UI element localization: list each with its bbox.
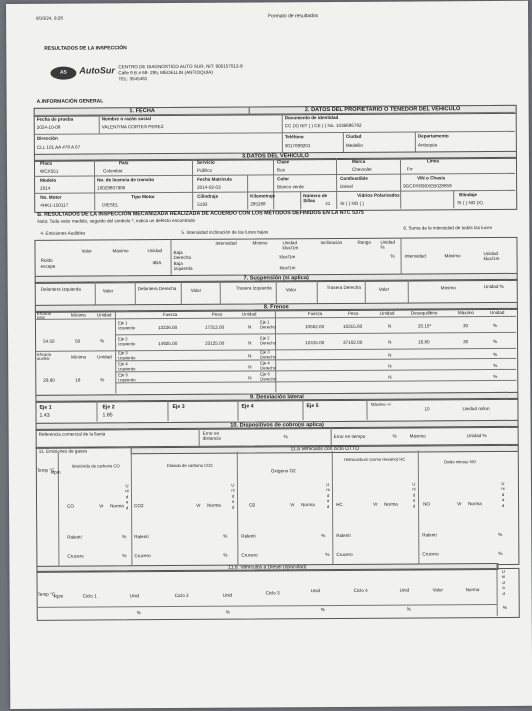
susp-rear-right-value-label: Valor — [378, 286, 390, 292]
low-beam-right-label: Baja Derecha — [173, 249, 191, 260]
co2-cruise-unit: % — [223, 552, 228, 558]
diesel-cycle2-unit: Unid — [222, 592, 233, 598]
susp-rear-left-value-label: Valor — [285, 287, 297, 293]
otto-rpm-label: Rpm — [50, 469, 61, 475]
no-unit-label: Unidad — [501, 480, 505, 508]
engine-type-value: DIESEL — [102, 202, 119, 208]
aux-efficacy-unit: % — [100, 377, 105, 383]
lights-min-label: Mínimo — [252, 240, 268, 246]
country-label: País — [118, 160, 129, 166]
diesel-cycle2-label: Ciclo 2 — [174, 592, 189, 598]
brake-left-weight-label: Peso — [211, 311, 223, 317]
distance-error-unit: % — [283, 434, 288, 440]
noise-unit-dba: dBA — [152, 260, 162, 266]
hc-short-label: HC — [336, 501, 343, 507]
axle2-imbalance-unit: % — [493, 339, 498, 345]
imbalance-label: Desequilibrio — [410, 310, 438, 316]
axle3-right-unit: N — [388, 352, 392, 358]
axle1-imbalance: 20.10* — [417, 323, 432, 329]
tinted-glass-value: SI ( ) NO ( ) — [340, 200, 364, 206]
document-label: Documento de identidad — [284, 114, 339, 121]
diesel-unit-pct: % — [502, 604, 507, 610]
o2-unit-label: Unidad — [326, 482, 330, 509]
lights-range-label: Rango — [357, 239, 372, 245]
hc-unit-label: Unidad — [412, 481, 416, 509]
city-value: Medellin — [345, 142, 363, 148]
registration-date-label: Fecha Matricula — [197, 176, 232, 182]
section-fecha-header: 1. FECHA — [34, 107, 251, 117]
low-beam-right-pct: % — [390, 253, 395, 259]
axle2-right-force: 12415.00 — [305, 340, 325, 346]
axle1-right-weight: 16315.00 — [342, 323, 363, 329]
susp-unit-label: Unidad % — [483, 283, 504, 290]
diesel-cycle1-unit: Unid — [129, 593, 140, 599]
diesel-cycle3-pct: % — [320, 607, 325, 613]
armor-value: SI ( ) NO (X) — [457, 200, 483, 206]
diesel-rpm-label: Rpm — [53, 593, 64, 599]
service-value: Público — [197, 167, 213, 173]
no-norma-label: Norma — [468, 501, 482, 507]
exhaust-noise-label: Ruido escape — [40, 257, 56, 269]
no-vr-label: Vr — [457, 501, 462, 507]
axle4-right-unit: N — [388, 363, 392, 369]
brake-right-force-label: Fuerza — [307, 311, 323, 317]
deviation-axle2-value: 1.85 — [102, 412, 113, 419]
axle2-left-weight: 23125.00 — [205, 340, 225, 346]
co-vr-label: Vr — [99, 503, 104, 509]
no-idle-unit: % — [498, 531, 503, 538]
axle2-right-label: Eje 2 Derecho — [260, 335, 276, 346]
general-info-heading: A.INFORMACIÓN GENERAL — [36, 98, 104, 105]
fuel-value: Diesel — [340, 183, 353, 189]
vehicle-section-header: 3.DATOS DEL VEHICULO — [34, 151, 517, 162]
brakes-header: 8. Frenos — [35, 302, 518, 313]
total-efficacy-label: Eficacia total — [36, 310, 51, 320]
department-label: Departamento — [417, 133, 449, 139]
inspection-note: Nota: Todo valor medido, seguido del símbolo *, indica un defecto encontrado — [37, 217, 196, 224]
axle2-imbalance: 16.80 — [418, 339, 430, 345]
owner-name-label: Nombre o razón social — [101, 116, 151, 122]
aux-efficacy-min: 18 — [75, 377, 81, 383]
diesel-norm-label: Norma — [465, 587, 480, 593]
co2-unit-label: Unidad — [231, 482, 235, 510]
axle3-left-label: Eje 3 Izquierdo — [118, 350, 136, 360]
total-unit-label: Unidad klux/1m — [483, 250, 500, 262]
total-efficacy-min: 50 — [75, 338, 81, 344]
print-date: 8/10/24, 9:28 — [36, 15, 63, 21]
diesel-cycle4-label: Ciclo 4 — [353, 587, 368, 593]
co-unit-label: Unidad — [125, 483, 129, 510]
armor-label: Blindaje — [459, 192, 478, 198]
time-error-unit: % — [392, 433, 397, 439]
co2-vr-label: Vr — [196, 502, 201, 508]
vin-label: VIN o Chasis — [417, 175, 446, 181]
deviation-axle3-label: Eje 3 — [172, 403, 185, 410]
diesel-cycle3-unit: Unid — [310, 588, 321, 594]
mileage-label: Kilometraje — [250, 193, 276, 199]
phone-value: 3017699201 — [284, 143, 311, 149]
hc-vr-label: Vr — [373, 501, 378, 507]
diesel-header: 11.b. Vehículos a Diesel (opacidad) — [36, 563, 498, 573]
hc-norma-label: Norma — [384, 501, 398, 507]
fecha-value: 2024-10-08 — [36, 124, 61, 130]
brand-name: AutoSur — [79, 65, 115, 76]
no-cruise-unit: % — [498, 550, 503, 557]
line-label: Línea — [426, 158, 439, 164]
hc-header: Hidrocarburo (como Hexano) HC — [344, 456, 406, 462]
o2-cruise-label: Crucero — [241, 552, 258, 558]
deviation-unit-label: Unidad m/km — [462, 406, 490, 412]
department-value: Antioquia — [417, 142, 438, 148]
diesel-cycle4-unit: Unid — [399, 587, 410, 593]
co2-norma-label: Norma — [207, 502, 221, 508]
noise-value-label: Valor — [81, 248, 92, 254]
displacement-label: Cilindraje — [197, 193, 219, 199]
center-name: CENTRO DE DIAGNOSTICO AUTO SUR, NIT: 900157012-8 — [118, 63, 243, 70]
o2-vr-label: Vr — [290, 502, 295, 508]
no-idle-label: Ralentí — [422, 532, 437, 538]
otto-cycle-header: 11.a Vehículos con ciclo OTTO — [131, 445, 519, 454]
brake-left-unit-label: Unidad — [241, 311, 257, 317]
fecha-label: Fecha de prueba — [36, 116, 74, 122]
model-label: Modelo — [40, 177, 57, 183]
lights-intensity-label: Intensidad — [215, 240, 237, 246]
imbalance-unit-label: Unidad — [489, 309, 505, 316]
axle2-right-unit: N — [388, 339, 392, 345]
color-label: Color — [277, 176, 290, 182]
inspection-title: B. RESULTADOS DE LA INSPECCIÓN MECANIZADA REALIZADA DE ACUERDO CON LOS MÉTODOS DEFINIDOS EN LA NTC 5375 — [37, 209, 364, 218]
displacement-value: 5193 — [197, 201, 208, 207]
o2-header: Oxígeno O2 — [270, 468, 296, 474]
axle1-right-unit: N — [387, 323, 392, 329]
axle1-imbalance-max: 30 — [462, 323, 469, 329]
susp-rear-left-label: Trasera Izquierda — [235, 285, 272, 291]
total-efficacy-value: 54.50 — [43, 338, 55, 344]
engine-type-label: Tipo Motor — [131, 194, 155, 200]
low-beam-left-label: Baja Izquierda — [173, 260, 193, 271]
co-norma-label: Norma — [110, 503, 124, 509]
diesel-cycle2-pct: % — [225, 609, 230, 615]
aux-unit-label: Unidad — [97, 354, 112, 360]
susp-front-right-label: Delantera Derecha — [137, 285, 177, 292]
brake-unit-label: Unidad — [96, 312, 112, 318]
center-address: Calle 9 B # 68- 295, MEDELLIN (ANTIOQUIA) — [118, 69, 213, 76]
total-lights-heading: 6. Suma de la intensidad de todas las luces — [403, 225, 493, 231]
country-value: Colombia — [103, 168, 123, 174]
model-value: 2014 — [40, 185, 51, 191]
diesel-temp-label: Temp °C — [37, 591, 56, 597]
total-intensity-label: Intensidad — [404, 253, 426, 259]
center-phone: TEL: 3545461 — [118, 76, 148, 82]
axle1-right-label: Eje 1 Derecho — [259, 319, 276, 330]
axle5-left-label: Eje 5 Izquierdo — [118, 372, 136, 382]
phone-label: Teléfono — [284, 134, 304, 140]
low-beam-heading: 5. Intensidad inclinación de las luces bajas — [181, 229, 269, 235]
susp-min-label: Mínimo — [440, 285, 456, 291]
document-value: CC (X) NIT ( ) CE ( ) No. 1036686792 — [284, 122, 362, 129]
registration-date-value: 2014-02-03 — [197, 184, 221, 190]
deviation-axle5-label: Eje 5 — [306, 403, 319, 410]
deviation-axle4-label: Eje 4 — [241, 403, 254, 410]
lights-unit-label: Unidad klux/1m — [282, 240, 299, 251]
engine-number-value: 4HK1-150117 — [40, 202, 69, 208]
license-value: 10029807906 — [97, 185, 126, 191]
brake-left-force-label: Fuerza — [162, 311, 178, 318]
o2-idle-unit: % — [321, 533, 326, 539]
hc-cruise-label: Crucero — [336, 551, 353, 557]
diesel-unit-label: Unidad — [501, 568, 506, 596]
susp-front-right-value-label: Valor — [190, 287, 202, 293]
total-max-label: Máximo — [444, 253, 461, 259]
noise-max-label: Máximo — [112, 248, 129, 254]
deviation-max-value: 10 — [424, 406, 430, 412]
otto-temp-label: Temp °C — [36, 467, 55, 473]
axle1-left-weight: 17312.00 — [204, 324, 225, 330]
co2-idle-unit: % — [223, 533, 228, 539]
tire-reference-label: Referencia comercial de la llanta — [38, 431, 106, 437]
axle4-imbalance-unit: % — [493, 363, 498, 369]
mileage-value: 285288 — [250, 201, 266, 207]
section-owner-header: 2. DATOS DEL PROPIETARIO O TENEDOR DEL VEHICULO — [249, 105, 517, 116]
deviation-axle1-label: Eje 1 — [39, 404, 52, 411]
deviation-max-label: Máximo +/- — [371, 401, 392, 407]
plate-value: WCX551 — [40, 168, 59, 174]
diesel-cycle4-pct: % — [406, 606, 411, 612]
seats-value: 41 — [325, 201, 331, 207]
susp-rear-right-label: Trasera Derecha — [326, 284, 361, 291]
diesel-value-label: Valor — [432, 587, 443, 593]
susp-front-left-label: Delantera Izquierda — [40, 286, 81, 292]
address-label: Dirección — [36, 135, 58, 141]
no-header: Óxido nitroso NO — [443, 459, 476, 465]
fuel-label: Combustible — [340, 175, 368, 181]
address-value: CLL 101 AA #78 A 07 — [36, 144, 81, 150]
co-cruise-unit: % — [122, 553, 127, 559]
lights-unit-pct-label: Unidad % — [380, 239, 396, 250]
city-label: Ciudad — [345, 133, 362, 139]
vin-value: 9GCFRR90XEB028859 — [403, 183, 452, 189]
low-beam-right-unit: klux/1m — [279, 254, 296, 260]
axle4-left-unit: N — [248, 364, 252, 370]
brake-right-weight-label: Peso — [347, 310, 359, 316]
axle1-left-force: 13226.00 — [157, 324, 178, 331]
audible-emissions-heading: 4. Emisiones Audibles — [40, 230, 86, 236]
axle5-right-label: Eje 5 Derecho — [260, 371, 277, 382]
axle1-right-force: 10562.00 — [304, 324, 325, 330]
co-short-label: CO — [67, 503, 74, 509]
axle2-left-label: Eje 2 Izquierdo — [118, 336, 136, 346]
axle1-left-unit: N — [247, 324, 252, 330]
brake-min-label: Mínimo — [70, 312, 86, 318]
lights-inclination-label: Inclinación — [320, 239, 343, 246]
axle4-left-label: Eje 4 Izquierdo — [118, 361, 136, 371]
axle3-right-label: Eje 3 Derecho — [260, 349, 277, 360]
brake-right-unit-label: Unidad — [379, 310, 395, 316]
deviation-axle2-label: Eje 2 — [102, 404, 115, 411]
owner-name-value: VALENTINA CORTES PEREZ — [101, 124, 164, 130]
autosur-logo: AS — [50, 67, 76, 80]
axle5-right-unit: N — [388, 374, 392, 380]
axle2-right-weight: 37102.00 — [343, 339, 363, 345]
class-label: Clase — [276, 159, 290, 165]
o2-cruise-unit: % — [325, 552, 330, 558]
deviation-axle1-value: 1.43 — [39, 412, 50, 419]
gas-emissions-heading: 11. Emisiones de gases — [38, 448, 88, 454]
toll-unit-label: Unidad % — [466, 433, 487, 439]
distance-error-label: Error en distancia — [202, 430, 221, 442]
aux-min-label: Mínimo — [71, 354, 87, 360]
report-title: RESULTADOS DE LA INSPECCIÓN — [44, 45, 127, 52]
total-efficacy-unit: % — [100, 338, 105, 344]
co-cruise-label: Crucero — [67, 553, 84, 559]
form-title: Formato de resultados — [268, 13, 319, 20]
co-header: Monóxido de carbono CO — [71, 463, 120, 469]
inspection-sheet — [6, 1, 532, 709]
toll-max-label: Máximo — [409, 433, 426, 439]
hc-idle-label: Ralentí — [336, 532, 351, 538]
tinted-glass-label: Vidrios Polarizados — [357, 192, 400, 198]
color-value: Blanco verde — [277, 184, 304, 190]
no-cruise-label: Crucero — [422, 551, 439, 557]
co2-header: Dióxido de carbono CO2 — [166, 462, 213, 469]
brand-value: Chevrolet — [352, 166, 372, 172]
diesel-cycle3-label: Ciclo 3 — [265, 590, 280, 596]
service-label: Servicio — [196, 159, 215, 165]
plate-label: Placa — [39, 160, 53, 166]
noise-unit-label: Unidad — [147, 248, 163, 254]
brand-label: Marca — [351, 158, 366, 164]
low-beam-left-unit: klux/1m — [279, 265, 296, 271]
axle5-imbalance-unit: % — [493, 374, 498, 380]
susp-front-left-value-label: Valor — [102, 288, 114, 294]
class-value: Bus — [277, 167, 285, 173]
axle4-right-label: Eje 4 Derecho — [260, 360, 277, 371]
aux-efficacy-label: Eficacia auxiliar — [37, 351, 52, 361]
axle3-left-unit: N — [248, 353, 252, 359]
axle1-left-label: Eje 1 Izquierdo — [117, 320, 136, 330]
co-idle-unit: % — [122, 534, 127, 540]
engine-number-label: No. Motor — [40, 194, 62, 200]
axle2-imbalance-max: 30 — [463, 339, 469, 345]
no-short-label: NO — [423, 501, 430, 507]
o2-norma-label: Norma — [301, 502, 315, 508]
aux-efficacy-value: 29.90 — [43, 377, 55, 383]
diesel-cycle1-label: Ciclo 1 — [82, 593, 97, 599]
co2-short-label: CO2 — [134, 503, 144, 509]
suspension-header: 7. Suspensión (si aplica) — [35, 273, 518, 284]
time-error-label: Error en tiempo — [333, 433, 366, 440]
diesel-cycle1-pct: % — [136, 610, 141, 616]
co2-idle-label: Ralentí — [134, 534, 149, 540]
co2-cruise-label: Crucero — [134, 553, 151, 559]
seats-label: Número de Sillas — [303, 193, 328, 204]
axle3-imbalance-unit: % — [493, 352, 498, 358]
o2-short-label: O2 — [249, 502, 256, 508]
axle5-left-unit: N — [248, 375, 252, 381]
axle2-left-unit: N — [248, 340, 252, 346]
license-label: No. de licencia de transito — [97, 177, 155, 183]
imbalance-max-label: Máximo — [457, 310, 475, 316]
axle2-left-force: 14925.00 — [158, 340, 178, 347]
o2-idle-label: Ralentí — [241, 533, 256, 539]
axle1-imbalance-unit: % — [492, 323, 498, 329]
line-value: Frr — [407, 166, 413, 172]
lateral-deviation-header: 9. Desviación lateral — [35, 392, 518, 403]
toll-devices-header: 10. Dispositivos de cobro(si aplica) — [36, 420, 519, 431]
co-idle-label: Ralentí — [67, 534, 82, 540]
